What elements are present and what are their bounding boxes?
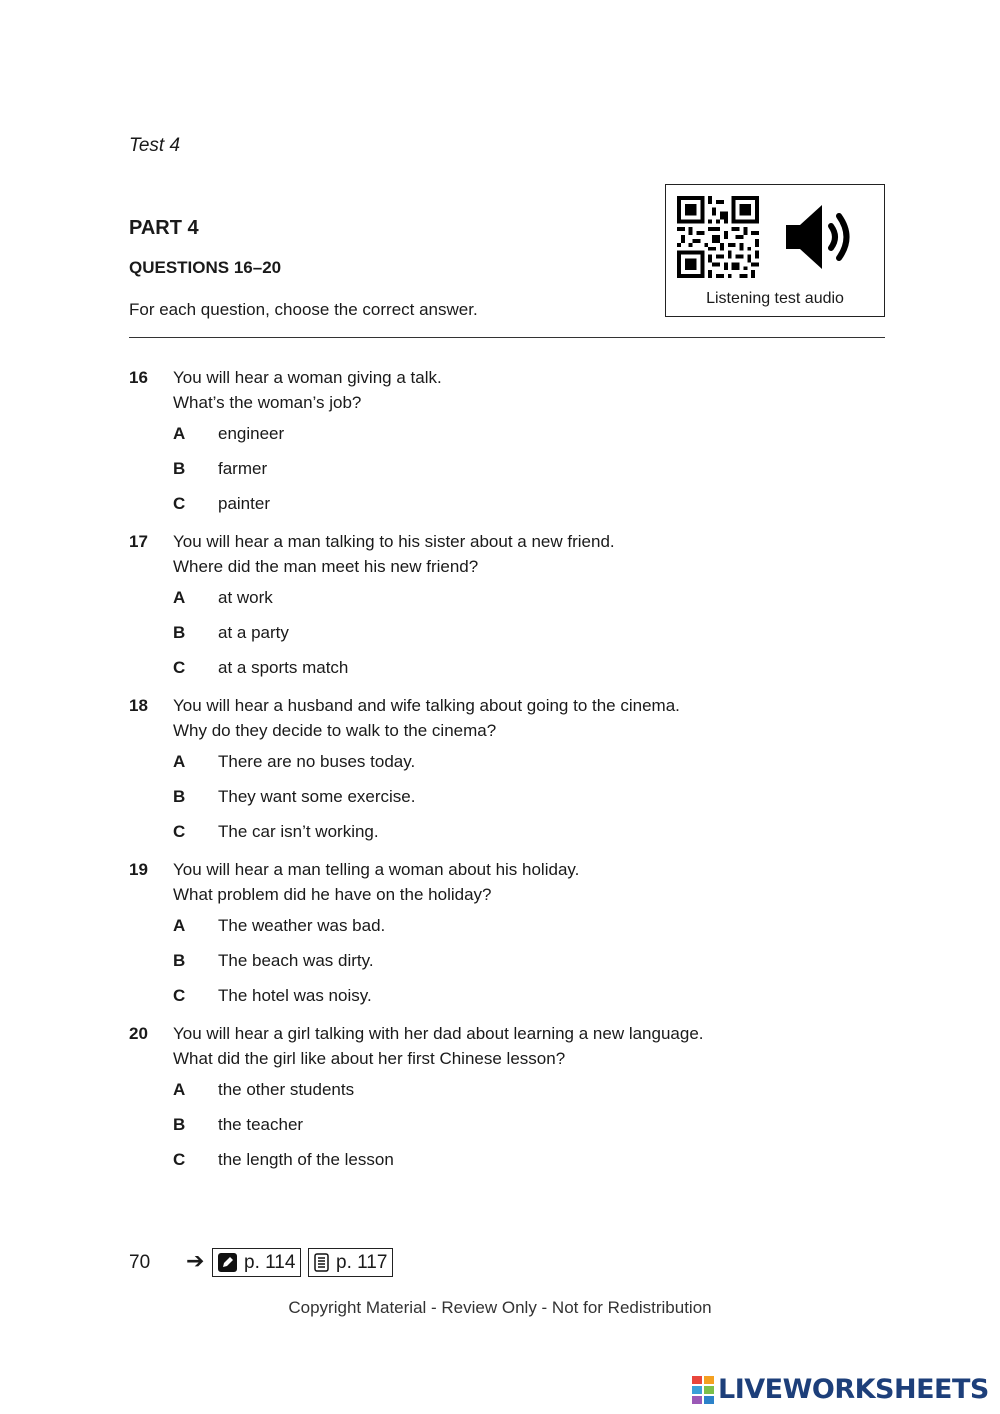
option-text[interactable]: The hotel was noisy. bbox=[218, 986, 372, 1005]
transcript-reference[interactable] bbox=[308, 1248, 393, 1277]
option-text[interactable]: painter bbox=[218, 494, 270, 513]
option-text[interactable]: at work bbox=[218, 588, 273, 607]
option-letter[interactable]: B bbox=[173, 623, 186, 642]
question-prompt: What problem did he have on the holiday? bbox=[173, 885, 492, 904]
test-label: Test 4 bbox=[129, 135, 181, 156]
audio-player-box[interactable] bbox=[665, 184, 885, 317]
question-context: You will hear a man talking to his sister about a new friend. bbox=[173, 532, 615, 551]
option-text[interactable]: at a sports match bbox=[218, 658, 349, 677]
option-letter[interactable]: B bbox=[173, 787, 186, 806]
question-prompt: Why do they decide to walk to the cinema? bbox=[173, 721, 497, 740]
option-letter[interactable]: C bbox=[173, 494, 186, 513]
option-letter[interactable]: A bbox=[173, 1080, 186, 1099]
qr-code-icon bbox=[677, 196, 759, 278]
question-number: 20 bbox=[129, 1024, 148, 1043]
brand-name: LIVEWORKSHEETS bbox=[718, 1374, 989, 1405]
option-text[interactable]: farmer bbox=[218, 459, 268, 478]
option-letter[interactable]: A bbox=[173, 588, 186, 607]
page-number: 70 bbox=[129, 1252, 151, 1273]
question-context: You will hear a girl talking with her dad about learning a new language. bbox=[173, 1024, 704, 1043]
option-text[interactable]: the other students bbox=[218, 1080, 355, 1099]
arrow-right-icon: ➔ bbox=[186, 1248, 205, 1273]
question-number: 19 bbox=[129, 860, 148, 879]
option-letter[interactable]: B bbox=[173, 951, 186, 970]
transcript-icon bbox=[314, 1253, 329, 1272]
question-context: You will hear a woman giving a talk. bbox=[173, 368, 442, 387]
answer-key-icon bbox=[218, 1253, 237, 1272]
liveworksheets-logo-icon bbox=[692, 1376, 714, 1404]
option-letter[interactable]: A bbox=[173, 752, 186, 771]
transcript-page: p. 117 bbox=[336, 1251, 388, 1273]
question-prompt: What did the girl like about her first Chinese lesson? bbox=[173, 1049, 566, 1068]
option-letter[interactable]: A bbox=[173, 916, 186, 935]
question-prompt: Where did the man meet his new friend? bbox=[173, 557, 479, 576]
answer-key-page: p. 114 bbox=[244, 1251, 296, 1273]
option-letter[interactable]: C bbox=[173, 658, 186, 677]
option-letter[interactable]: B bbox=[173, 459, 186, 478]
option-letter[interactable]: C bbox=[173, 822, 186, 841]
question-number: 16 bbox=[129, 368, 148, 387]
instructions: For each question, choose the correct answer. bbox=[129, 300, 478, 319]
option-text[interactable]: The beach was dirty. bbox=[218, 951, 374, 970]
option-text[interactable]: They want some exercise. bbox=[218, 787, 416, 806]
option-text[interactable]: the length of the lesson bbox=[218, 1150, 394, 1169]
option-text[interactable]: The weather was bad. bbox=[218, 916, 386, 935]
option-letter[interactable]: C bbox=[173, 1150, 186, 1169]
option-letter[interactable]: A bbox=[173, 424, 186, 443]
divider bbox=[129, 337, 885, 338]
copyright-notice: Copyright Material - Review Only - Not for Redistribution bbox=[288, 1298, 712, 1317]
option-text[interactable]: the teacher bbox=[218, 1115, 304, 1134]
part-title: PART 4 bbox=[129, 217, 199, 239]
option-text[interactable]: There are no buses today. bbox=[218, 752, 416, 771]
answer-key-reference[interactable] bbox=[212, 1248, 301, 1277]
brand-logo bbox=[692, 1374, 989, 1405]
question-context: You will hear a man telling a woman about his holiday. bbox=[173, 860, 580, 879]
option-letter[interactable]: B bbox=[173, 1115, 186, 1134]
option-text[interactable]: The car isn’t working. bbox=[218, 822, 379, 841]
question-number: 18 bbox=[129, 696, 148, 715]
questions-title: QUESTIONS 16–20 bbox=[129, 258, 282, 277]
question-prompt: What’s the woman’s job? bbox=[173, 393, 362, 412]
audio-caption: Listening test audio bbox=[706, 290, 844, 307]
option-letter[interactable]: C bbox=[173, 986, 186, 1005]
option-text[interactable]: engineer bbox=[218, 424, 285, 443]
speaker-icon[interactable] bbox=[784, 201, 858, 273]
question-number: 17 bbox=[129, 532, 148, 551]
question-context: You will hear a husband and wife talking about going to the cinema. bbox=[173, 696, 680, 715]
option-text[interactable]: at a party bbox=[218, 623, 289, 642]
